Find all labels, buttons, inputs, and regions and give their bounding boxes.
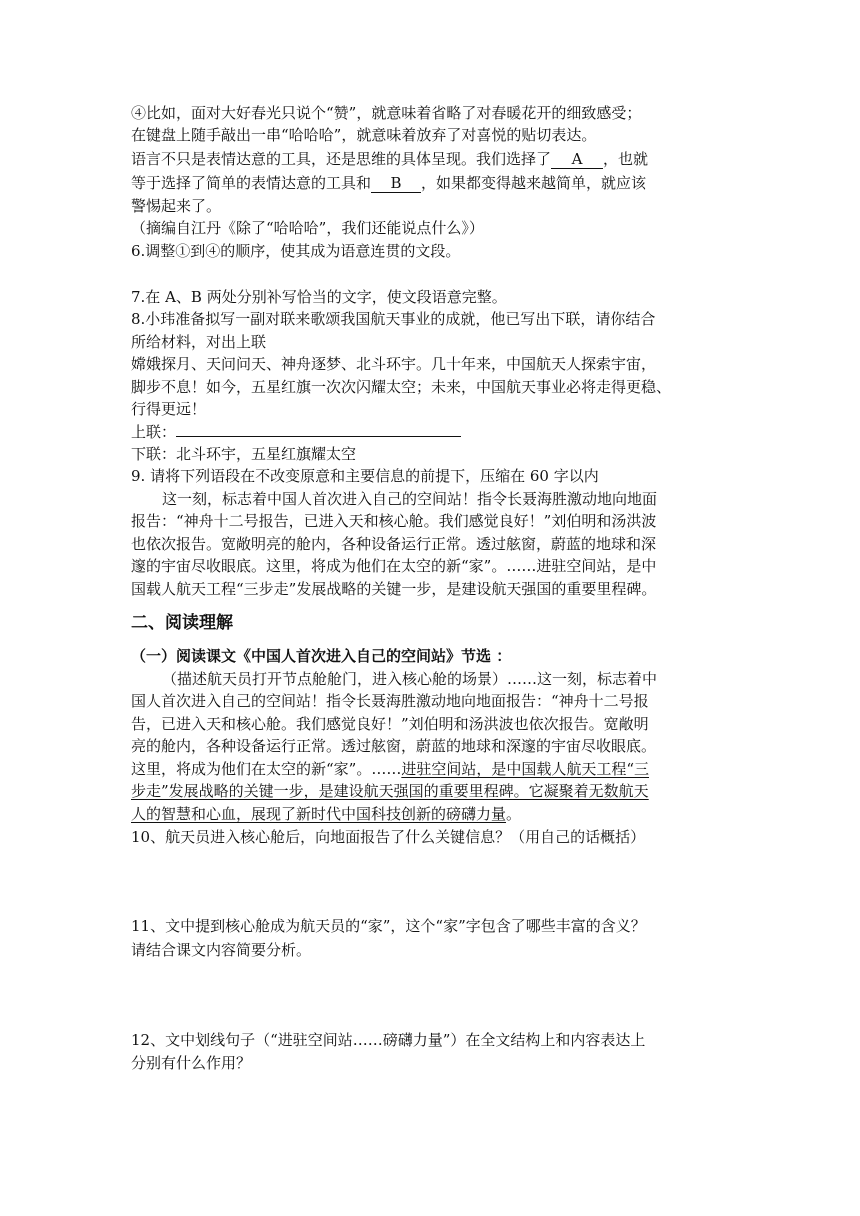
excerpt-line-5: [131, 758, 731, 780]
question-8-line-1: 8.小玮准备拟写一副对联来歌颂我国航天事业的成就，他已写出下联，请你结合: [131, 310, 656, 328]
upper-couplet-answer-blank[interactable]: [176, 420, 461, 437]
excerpt-line-1: （描述航天员打开节点舱舱门，进入核心舱的场景）……这一刻，标志着中: [162, 670, 658, 688]
question-7: 7.在 A、B 两处分别补写恰当的文字，使文段语意完整。: [131, 288, 507, 306]
question-9: 9. 请将下列语段在不改变原意和主要信息的前提下，压缩在 60 字以内: [131, 467, 599, 485]
excerpt-line-3: 告，已进入天和核心舱。我们感觉良好！”刘伯明和汤洪波也依次报告。宽敞明: [131, 715, 649, 733]
intro-line-5: 警惕起来了。: [131, 197, 222, 215]
question-12-line-1: 12、文中划线句子（“进驻空间站……磅礴力量”）在全文结构上和内容表达上: [131, 1031, 646, 1049]
question-12-line-2: 分别有什么作用？: [131, 1054, 252, 1072]
blank-a[interactable]: A: [551, 150, 603, 169]
intro-sentence-4: ④比如，面对大好春光只说个“赞”，就意味着省略了对春暖花开的细致感受；: [131, 104, 642, 122]
intro-line-3-tail: ，也就: [603, 150, 649, 168]
intro-line-4-tail: ，如果都变得越来越简单，就应该: [421, 174, 647, 192]
question-6: 6.调整①到④的顺序，使其成为语意连贯的文段。: [131, 242, 461, 260]
material-line-2: 脚步不息！如今，五星红旗一次次闪耀太空；未来，中国航天事业必将走得更稳、: [131, 378, 672, 396]
underlined-sentence-middle: 步走”发展战略的关键一步，是建设航天强国的重要里程碑。它凝聚着无数航天: [131, 782, 649, 800]
upper-couplet-line: [131, 420, 731, 443]
section-heading-reading: 二、阅读理解: [131, 613, 233, 633]
question-10: 10、航天员进入核心舱后，向地面报告了什么关键信息？（用自己的话概括）: [131, 828, 646, 846]
q9-passage-line-4: 邃的宇宙尽收眼底。这里，将成为他们在太空的新“家”。……进驻空间站，是中: [131, 557, 657, 575]
material-line-1: 嫦娥探月、天问问天、神舟逐梦、北斗环宇。几十年来，中国航天人探索宇宙，: [131, 355, 657, 373]
q9-passage-line-2: 报告：“神舟十二号报告，已进入天和核心舱。我们感觉良好！”刘伯明和汤洪波: [131, 512, 657, 530]
source-citation: （摘编自江丹《除了“哈哈哈”，我们还能说点什么》）: [131, 219, 484, 237]
material-line-3: 行得更远！: [131, 400, 207, 418]
q9-passage-line-5: 国载人航天工程“三步走”发展战略的关键一步，是建设航天强国的重要里程碑。: [131, 580, 657, 598]
lower-couplet: 下联：北斗环宇，五星红旗耀太空: [131, 445, 357, 463]
excerpt-line-7-end: 。: [506, 805, 522, 823]
intro-line-4: [131, 172, 731, 194]
excerpt-line-2: 国人首次进入自己的空间站！指令长聂海胜激动地向地面报告：“神舟十二号报: [131, 692, 649, 710]
q9-passage-line-1: 这一刻，标志着中国人首次进入自己的空间站！指令长聂海胜激动地向地面: [162, 490, 658, 508]
upper-couplet-label: 上联：: [131, 423, 177, 441]
underlined-sentence-end: 人的智慧和心血，展现了新时代中国科技创新的磅礴力量: [131, 805, 507, 823]
blank-b[interactable]: B: [371, 174, 421, 193]
excerpt-line-7: [131, 803, 731, 825]
intro-line-4-text: 等于选择了简单的表情达意的工具和: [131, 174, 372, 192]
excerpt-line-6: [131, 780, 731, 802]
question-11-line-2: 请结合课文内容简要分析。: [131, 941, 312, 959]
q9-passage-line-3: 也依次报告。宽敞明亮的舱内，各种设备运行正常。透过舷窗，蔚蓝的地球和深: [131, 535, 657, 553]
question-11-line-1: 11、文中提到核心舱成为航天员的“家”，这个“家”字包含了哪些丰富的含义？: [131, 917, 646, 935]
question-8-line-2: 所给材料，对出上联: [131, 333, 267, 351]
intro-line-2: 在键盘上随手敲出一串“哈哈哈”，就意味着放弃了对喜悦的贴切表达。: [131, 126, 597, 144]
excerpt-line-5-plain: 这里，将成为他们在太空的新“家”。……: [131, 760, 402, 778]
intro-line-3: [131, 148, 731, 170]
underlined-sentence-start: 进驻空间站，是中国载人航天工程“三: [401, 760, 650, 778]
intro-line-3-text: 语言不只是表情达意的工具，还是思维的具体呈现。我们选择了: [131, 150, 552, 168]
sub-heading-excerpt: （一）阅读课文《中国人首次进入自己的空间站》节选 ：: [131, 647, 512, 665]
excerpt-line-4: 亮的舱内，各种设备运行正常。透过舷窗，蔚蓝的地球和深邃的宇宙尽收眼底。: [131, 737, 657, 755]
